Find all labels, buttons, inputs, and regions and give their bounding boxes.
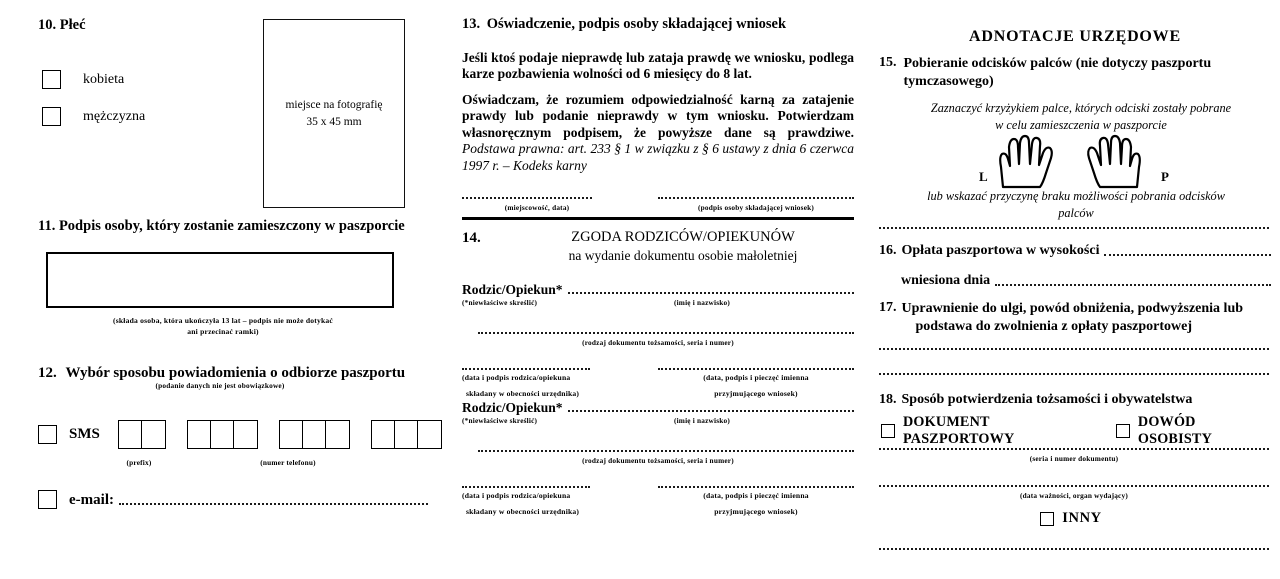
section-11-number: 11. — [38, 218, 56, 234]
sms-notification-row[interactable] — [38, 420, 442, 449]
section-15-instruction-line1: Zaznaczyć krzyżykiem palce, których odciski zostały pobrane — [930, 101, 1232, 115]
document-series-line[interactable] — [879, 448, 1269, 450]
guardian-2-sign-line[interactable] — [462, 486, 590, 488]
sms-number-group-3[interactable] — [371, 420, 442, 449]
section-13-legal-basis: Podstawa prawna: art. 233 § 1 w związku z § 6 ustawy z dnia 6 czerwca 1997 r. – Kodeks karny — [462, 141, 854, 173]
sms-number-cell[interactable] — [418, 421, 441, 448]
section-15-footnote-line2: palców — [1058, 205, 1094, 220]
sms-prefix-group[interactable] — [118, 420, 166, 449]
guardian-2-official-caption-2: przyjmującego wniosek) — [714, 506, 798, 516]
email-notification-row[interactable] — [38, 490, 428, 509]
section-13-paragraph-2-bold: Oświadczam, że rozumiem odpowiedzialność karną za zatajenie prawdy lub podanie nieprawdy w tym wniosku. Potwierdzam własnoręcznym podpisem, że powyższe dane są prawdziwe. — [462, 92, 854, 140]
checkbox-sms[interactable] — [38, 425, 57, 444]
hands-svg — [985, 133, 1185, 191]
guardian-1-name-caption: (imię i nazwisko) — [673, 298, 731, 307]
guardian-1-sign-line[interactable] — [462, 368, 590, 370]
option-label-passport: DOKUMENT PASZPORTOWY — [902, 414, 1015, 447]
section-13-heading — [462, 16, 786, 33]
section-17-fill-line-2[interactable] — [879, 373, 1269, 375]
gender-label-female: kobieta — [83, 71, 125, 87]
signature-caption-line1: (składa osoba, która ukończyła 13 lat – podpis nie może dotykać — [113, 316, 333, 325]
section-18-number: 18. — [879, 392, 897, 407]
sms-phone-caption: (numer telefonu) — [260, 458, 316, 467]
section-11-heading — [38, 218, 405, 235]
section-13-paragraph-1: Jeśli ktoś podaje nieprawdę lub zataja prawdę we wniosku, podlega karze pozbawienia wolności od 6 miesięcy do 8 lat. — [462, 50, 854, 82]
guardian-2-official-caption-1: (data, podpis i pieczęć imienna — [703, 490, 809, 500]
section-10-title: Płeć — [59, 17, 86, 33]
section-18-fill-line[interactable] — [879, 548, 1269, 550]
guardian-2-sign-caption-1: (data i podpis rodzica/opiekuna — [462, 490, 571, 500]
left-column — [0, 0, 450, 579]
sms-prefix-cell[interactable] — [119, 421, 142, 448]
photo-placeholder-line2: 35 x 45 mm — [306, 115, 362, 128]
guardian-2-official-line[interactable] — [658, 486, 854, 488]
option-label-id-card: DOWÓD OSOBISTY — [1137, 414, 1213, 447]
section-16-date-line[interactable] — [995, 284, 1271, 286]
photo-placeholder-line1: miejsce na fotografię — [285, 98, 383, 111]
checkbox-dokument-paszportowy[interactable] — [881, 424, 895, 438]
guardian-1-official-caption-1: (data, podpis i pieczęć imienna — [703, 372, 809, 382]
sms-number-cell[interactable] — [372, 421, 395, 448]
section-15-number: 15. — [879, 55, 897, 70]
guardian-1-doc-caption: (rodzaj dokumentu tożsamości, seria i numer) — [582, 338, 734, 347]
guardian-block-2 — [462, 400, 854, 520]
section-16-date-label: wniesiona dnia — [901, 273, 991, 288]
document-validity-caption: (data ważności, organ wydający) — [1020, 491, 1128, 500]
document-series-caption: (seria i numer dokumentu) — [1029, 454, 1119, 463]
city-date-caption: (miejscowość, data) — [504, 203, 570, 212]
guardian-1-note: (*niewłaściwe skreślić) — [462, 298, 538, 307]
guardian-1-official-line[interactable] — [658, 368, 854, 370]
section-18-other-option[interactable] — [875, 510, 1267, 527]
section-18-heading — [879, 392, 1271, 409]
sms-number-cell[interactable] — [280, 421, 303, 448]
photo-placeholder-box — [263, 19, 405, 208]
official-annotations-heading: ADNOTACJE URZĘDOWE — [969, 28, 1181, 45]
email-label: e-mail: — [69, 492, 114, 508]
section-15-instruction — [895, 100, 1267, 133]
email-input-line[interactable] — [119, 503, 428, 505]
right-column — [875, 0, 1275, 579]
section-12-subtitle: (podanie danych nie jest obowiązkowe) — [155, 381, 285, 390]
sms-prefix-caption: (prefix) — [126, 458, 152, 467]
section-17-heading — [879, 300, 1271, 336]
section-15-footnote-line1: lub wskazać przyczynę braku możliwości pobrania odcisków — [927, 189, 1225, 203]
section-12-title: Wybór sposobu powiadomienia o odbiorze paszportu — [65, 365, 406, 381]
guardian-2-name-line[interactable] — [568, 410, 854, 412]
checkbox-email[interactable] — [38, 490, 57, 509]
signature-caption-line2: ani przecinać ramki) — [187, 326, 259, 336]
guardian-1-sign-caption-2: składany w obecności urzędnika) — [466, 388, 580, 398]
city-date-line[interactable] — [462, 197, 592, 199]
guardian-1-name-line[interactable] — [568, 292, 854, 294]
applicant-signature-caption: (podpis osoby składającej wniosek) — [697, 203, 815, 212]
hand-label-left: L — [979, 169, 988, 184]
applicant-signature-line[interactable] — [658, 197, 854, 199]
gender-option-female[interactable] — [42, 70, 124, 89]
guardian-1-official-caption-2: przyjmującego wniosek) — [714, 388, 798, 398]
section-16-amount-line[interactable] — [1104, 254, 1271, 256]
guardian-1-doc-line[interactable] — [478, 332, 854, 334]
section-17-title-line2: podstawa do zwolnienia z opłaty paszportowej — [915, 319, 1193, 335]
section-13-paragraph-2 — [462, 92, 854, 174]
section-12-number: 12. — [38, 365, 57, 381]
signature-input-box[interactable] — [46, 252, 394, 308]
guardian-2-doc-line[interactable] — [478, 450, 854, 452]
sms-label: SMS — [69, 426, 100, 442]
section-13-number: 13. — [462, 16, 481, 32]
sms-number-group-1[interactable] — [187, 420, 258, 449]
gender-option-male[interactable] — [42, 107, 145, 126]
section-16-row-1 — [879, 243, 1271, 260]
guardian-2-doc-caption: (rodzaj dokumentu tożsamości, seria i numer) — [582, 456, 734, 465]
section-16-title: Opłata paszportowa w wysokości — [901, 243, 1100, 258]
sms-prefix-cell[interactable] — [142, 421, 165, 448]
section-16-row-2 — [901, 273, 1271, 290]
guardian-2-note: (*niewłaściwe skreślić) — [462, 416, 538, 425]
section-15-title-line1: Pobieranie odcisków palców (nie dotyczy paszportu — [903, 56, 1212, 71]
section-15-instruction-line2: w celu zamieszczenia w paszporcie — [995, 117, 1167, 132]
section-17-title-line1: Uprawnienie do ulgi, powód obniżenia, podwyższenia lub — [901, 301, 1244, 316]
section-16-number: 16. — [879, 243, 897, 258]
checkbox-inny[interactable] — [1040, 512, 1054, 526]
section-14-title-line2: na wydanie dokumentu osobie małoletniej — [568, 247, 798, 263]
guardian-2-sign-caption-2: składany w obecności urzędnika) — [466, 506, 580, 516]
guardian-1-sign-caption-1: (data i podpis rodzica/opiekuna — [462, 372, 571, 382]
middle-column — [462, 0, 858, 579]
guardian-1-label: Rodzic/Opiekun* — [462, 282, 563, 297]
right-hand-icon — [1088, 136, 1140, 187]
section-18-options[interactable] — [881, 414, 1273, 448]
guardian-2-name-caption: (imię i nazwisko) — [673, 416, 731, 425]
section-17-title — [902, 300, 1244, 336]
section-15-title-line2: tymczasowego) — [903, 73, 994, 89]
sms-number-cell[interactable] — [234, 421, 257, 448]
guardian-block-1 — [462, 282, 854, 402]
section-divider-rule — [462, 217, 854, 220]
section-14-title — [518, 228, 848, 264]
document-validity-line[interactable] — [879, 485, 1269, 487]
section-17-number: 17. — [879, 300, 897, 315]
option-label-other: INNY — [1062, 510, 1102, 526]
signature-caption — [40, 316, 406, 337]
section-13-title: Oświadczenie, podpis osoby składającej wniosek — [486, 16, 787, 32]
section-15-fill-line[interactable] — [879, 227, 1269, 229]
checkbox-dowod-osobisty[interactable] — [1116, 424, 1130, 438]
checkbox-mezczyzna[interactable] — [42, 107, 61, 126]
left-hand-icon — [1000, 136, 1052, 187]
sms-number-cell[interactable] — [211, 421, 234, 448]
section-10-heading — [38, 17, 86, 34]
section-15-footnote — [883, 188, 1269, 221]
sms-number-group-2[interactable] — [279, 420, 350, 449]
section-14-number: 14. — [462, 230, 481, 246]
section-10-number: 10. — [38, 17, 57, 33]
sms-number-cell[interactable] — [395, 421, 418, 448]
section-18-title: Sposób potwierdzenia tożsamości i obywatelstwa — [901, 392, 1193, 407]
section-15-title — [904, 55, 1212, 90]
section-11-title: Podpis osoby, który zostanie zamieszczony w paszporcie — [58, 218, 405, 234]
section-15-heading — [879, 55, 1271, 90]
checkbox-kobieta[interactable] — [42, 70, 61, 89]
section-14-title-line1: ZGODA RODZICÓW/OPIEKUNÓW — [571, 229, 795, 245]
sms-number-cell[interactable] — [303, 421, 326, 448]
section-17-fill-line-1[interactable] — [879, 348, 1269, 350]
sms-number-cell[interactable] — [326, 421, 349, 448]
hand-label-right: P — [1161, 169, 1169, 184]
fingerprint-hands-diagram[interactable] — [979, 133, 1185, 191]
guardian-2-label: Rodzic/Opiekun* — [462, 400, 563, 415]
gender-label-male: mężczyzna — [83, 108, 146, 124]
sms-number-cell[interactable] — [188, 421, 211, 448]
